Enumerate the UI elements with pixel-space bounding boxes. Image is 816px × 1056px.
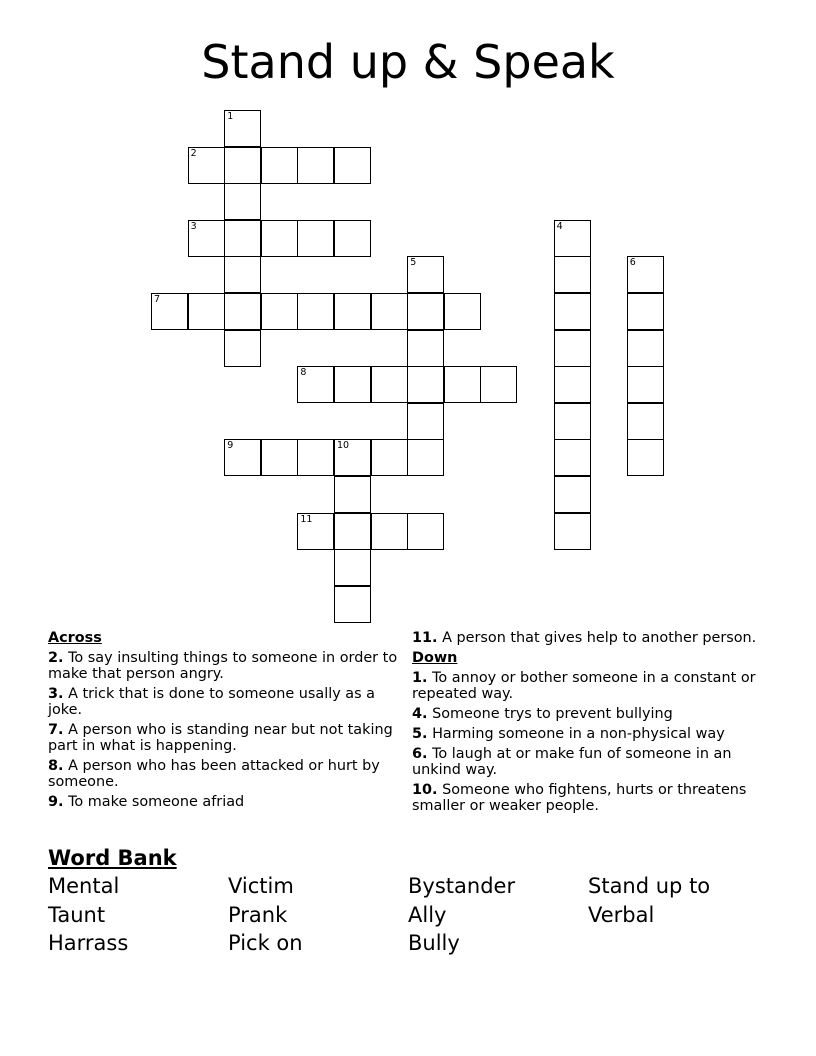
down-clue-5 [412,726,764,742]
clue-number: 3. [48,686,64,702]
crossword-cell[interactable] [334,513,371,550]
clues-column-right [412,630,764,818]
clue-text: To annoy or bother someone in a constant or repeated way. [412,670,756,702]
clue-number: 1. [412,670,428,686]
down-clue-4 [412,706,764,722]
cell-number: 5 [410,257,417,269]
crossword-cell[interactable] [444,293,481,330]
cell-number: 11 [300,513,313,525]
crossword-cell[interactable] [407,330,444,367]
clue-number: 2. [48,650,64,666]
word-bank-item: Pick on [228,931,303,955]
crossword-cell[interactable] [334,220,371,257]
crossword-cell[interactable] [627,330,664,367]
crossword-cell[interactable] [224,183,261,220]
clue-text: Someone trys to prevent bullying [432,706,673,722]
crossword-cell[interactable] [224,110,261,147]
cell-number: 3 [190,220,197,232]
crossword-cell[interactable] [261,439,298,476]
crossword-cell[interactable] [627,366,664,403]
crossword-cell[interactable] [407,256,444,293]
crossword-cell[interactable] [371,366,408,403]
crossword-cell[interactable] [554,439,591,476]
crossword-cell[interactable] [371,513,408,550]
down-clue-1 [412,670,764,702]
crossword-cell[interactable] [261,147,298,184]
clue-number: 7. [48,722,64,738]
clue-text: A person who is standing near but not taking part in what is happening. [48,722,393,754]
crossword-cell[interactable] [334,476,371,513]
crossword-cell[interactable] [407,293,444,330]
crossword-cell[interactable] [334,439,371,476]
cell-number: 8 [300,367,307,379]
crossword-cell[interactable] [334,293,371,330]
clue-number: 10. [412,782,438,798]
word-bank-item: Bully [408,931,460,955]
clue-number: 6. [412,746,428,762]
clue-text: To laugh at or make fun of someone in an unkind way. [412,746,732,778]
across-clue-3 [48,686,403,718]
cell-number: 6 [629,257,636,269]
across-clue-8 [48,758,403,790]
crossword-cell[interactable] [554,293,591,330]
across-clue-11 [412,630,764,646]
crossword-cell[interactable] [554,366,591,403]
clue-text: To make someone afriad [68,794,245,810]
clue-number: 9. [48,794,64,810]
crossword-cell[interactable] [554,513,591,550]
clues-column-left [48,630,403,814]
crossword-cell[interactable] [224,147,261,184]
down-heading: Down [412,650,458,666]
down-clue-6 [412,746,764,778]
clue-number: 5. [412,726,428,742]
crossword-cell[interactable] [334,586,371,623]
crossword-cell[interactable] [297,147,334,184]
clue-number: 8. [48,758,64,774]
clue-number: 4. [412,706,428,722]
crossword-cell[interactable] [261,293,298,330]
crossword-cell[interactable] [297,293,334,330]
crossword-cell[interactable] [297,439,334,476]
crossword-cell[interactable] [151,293,188,330]
crossword-cell[interactable] [371,293,408,330]
clue-text: A person who has been attacked or hurt by someone. [48,758,380,790]
crossword-cell[interactable] [334,549,371,586]
crossword-cell[interactable] [371,439,408,476]
cell-number: 9 [227,440,234,452]
crossword-cell[interactable] [188,147,225,184]
crossword-cell[interactable] [297,513,334,550]
cell-number: 4 [556,220,563,232]
crossword-cell[interactable] [188,293,225,330]
crossword-cell[interactable] [297,220,334,257]
crossword-cell[interactable] [407,439,444,476]
word-bank-title: Word Bank [48,846,177,870]
crossword-cell[interactable] [224,220,261,257]
crossword-cell[interactable] [407,513,444,550]
crossword-cell[interactable] [554,403,591,440]
crossword-cell[interactable] [224,439,261,476]
cell-number: 7 [154,294,161,305]
word-bank-item: Victim [228,874,294,898]
crossword-cell[interactable] [224,330,261,367]
clue-text: Someone who fightens, hurts or threatens smaller or weaker people. [412,782,747,814]
down-clue-10 [412,782,764,814]
across-clue-7 [48,722,403,754]
word-bank-item: Bystander [408,874,516,898]
crossword-cell[interactable] [627,293,664,330]
cell-number: 10 [337,440,350,452]
crossword-cell[interactable] [224,256,261,293]
crossword-cell[interactable] [188,220,225,257]
clue-text: Harming someone in a non-physical way [432,726,725,742]
crossword-cell[interactable] [480,366,517,403]
crossword-cell[interactable] [224,293,261,330]
word-bank-item: Mental [48,874,120,898]
word-bank-item: Taunt [48,903,106,927]
clue-text: A trick that is done to someone usally as a joke. [48,686,375,718]
crossword-cell[interactable] [407,366,444,403]
word-bank-item: Ally [408,903,447,927]
crossword-cell[interactable] [444,366,481,403]
crossword-cell[interactable] [261,220,298,257]
crossword-cell[interactable] [554,330,591,367]
crossword-cell[interactable] [297,366,334,403]
crossword-cell[interactable] [554,256,591,293]
crossword-cell[interactable] [554,476,591,513]
crossword-cell[interactable] [334,366,371,403]
page-title: Stand up & Speak [201,35,615,89]
across-heading: Across [48,630,102,646]
word-bank-item: Stand up to [588,874,711,898]
crossword-cell[interactable] [627,439,664,476]
crossword-cell[interactable] [334,147,371,184]
crossword-cell[interactable] [407,403,444,440]
across-clue-2 [48,650,403,682]
word-bank-item: Prank [228,903,288,927]
crossword-cell[interactable] [627,256,664,293]
word-bank-item: Harrass [48,931,129,955]
clue-text: To say insulting things to someone in order to make that person angry. [48,650,398,682]
word-bank-item: Verbal [588,903,655,927]
cell-number: 2 [190,147,197,159]
across-clue-9 [48,794,403,810]
clue-number: 11. [412,630,438,646]
clue-text: A person that gives help to another person. [442,630,757,646]
crossword-cell[interactable] [627,403,664,440]
crossword-cell[interactable] [554,220,591,257]
cell-number: 1 [227,111,234,122]
